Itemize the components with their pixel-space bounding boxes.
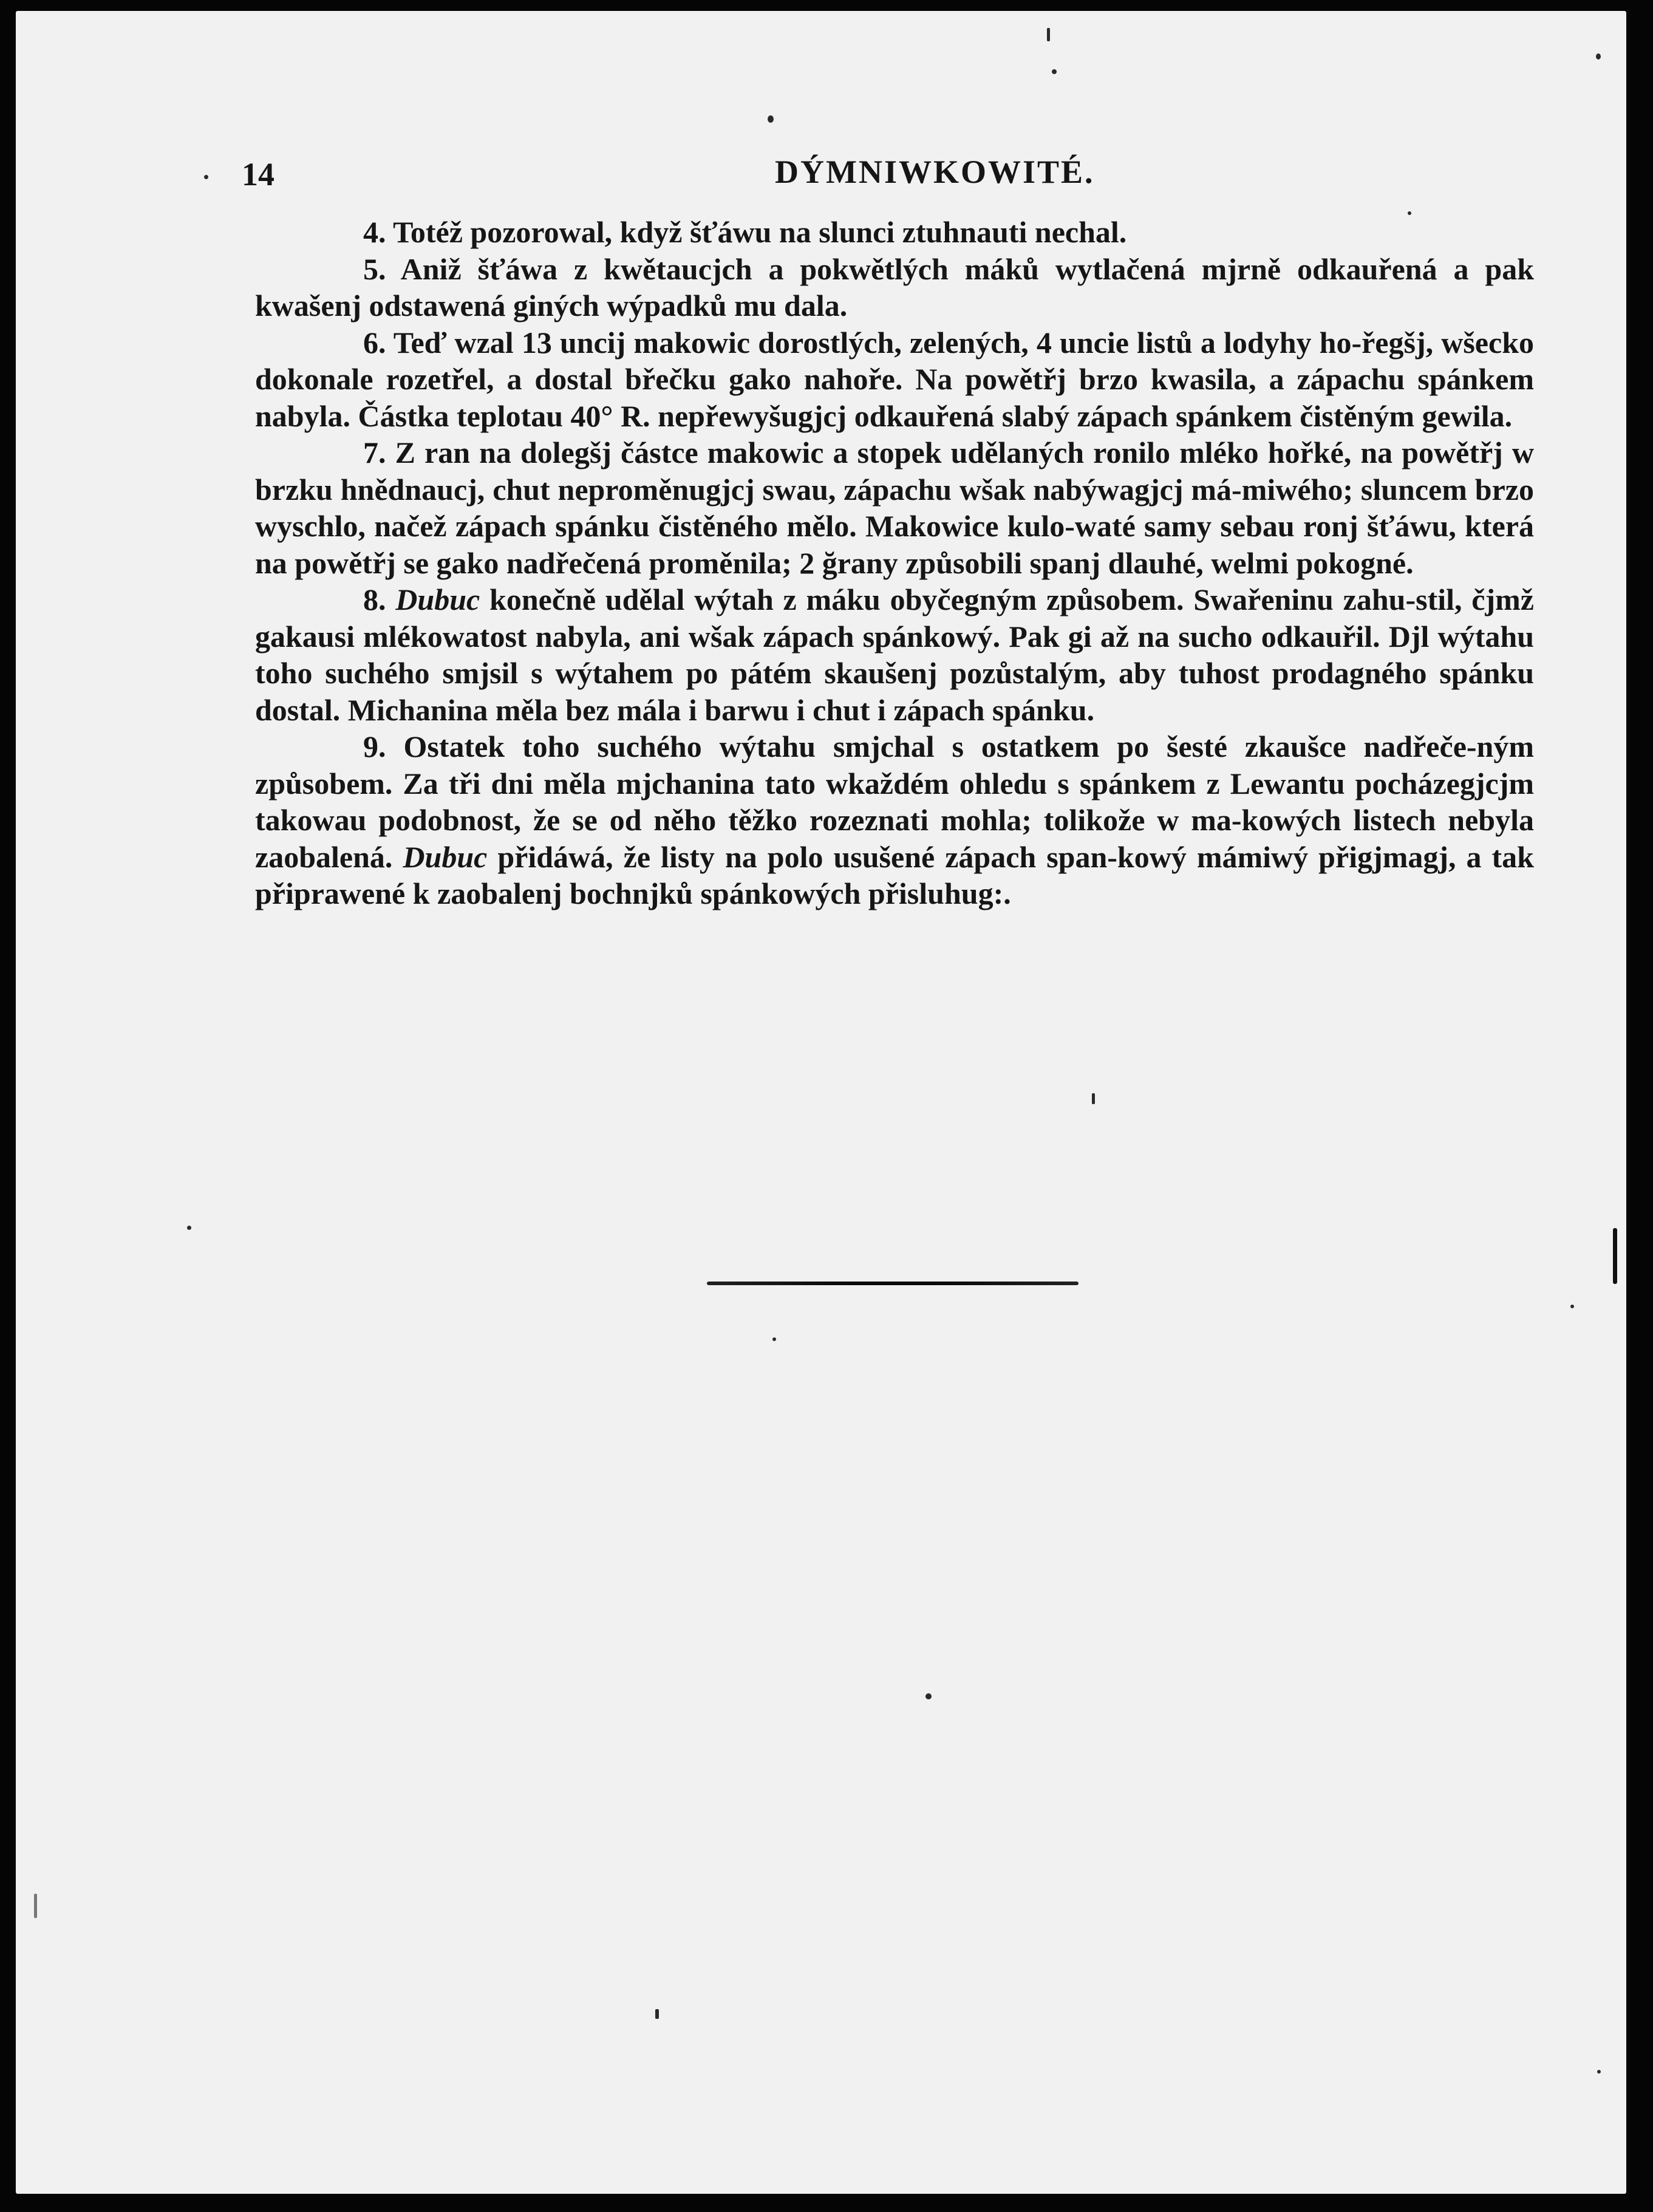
- ink-speck: [1570, 1305, 1574, 1308]
- body-text: [255, 214, 1534, 912]
- ink-speck: [1408, 211, 1411, 215]
- ink-speck: [1613, 1228, 1617, 1284]
- paragraph-text: 5. Aniž šťáwa z kwětaucjch a pokwětlých máků wytlačená mjrně odkauřená a pak kwašenj odstawená giných wýpadků mu dala.: [255, 251, 1534, 323]
- ink-speck: [1597, 2070, 1601, 2074]
- paragraph-text: konečně udělal wýtah z máku obyčegným způsobem. Swařeninu zahu-stil, čjmž gakausi mlékowatost nabyla, ani wšak zápach spánkowý. Pak gi až na sucho odkauřil. Djl wýtahu toho suchého smjsil s wýtahem po pátém skaušenj pozůstalým, aby tuhost prodagného spánku dostal. Michanina měla bez mála i barwu i chut i zápach spánku.: [255, 582, 1534, 727]
- paragraph-5: [255, 251, 1534, 324]
- paragraph-text: 4. Totéž pozorowal, když šťáwu na slunci ztuhnauti nechal.: [363, 215, 1127, 249]
- book-page: [16, 11, 1626, 2194]
- page-number: 14: [242, 156, 274, 193]
- author-name: Dubuc: [395, 582, 480, 616]
- paragraph-text: 9. Ostatek toho suchého wýtahu smjchal s ostatkem po šesté zkaušce nadřeče-ným způsobem. Za tři dni měla mjchanina tato wkaždém ohledu s spánkem z Lewantu pocházegjcjm takowau podobnost, že se od něho těžko rozeznati mohla; tolikože w ma-kowých listech nebyla zaobalená.: [255, 729, 1534, 874]
- ink-speck: [204, 175, 208, 179]
- author-name: Dubuc: [403, 839, 488, 874]
- paragraph-7: [255, 434, 1534, 581]
- ink-speck: [1092, 1093, 1095, 1104]
- ink-speck: [772, 1337, 776, 1341]
- ink-speck: [655, 2009, 659, 2019]
- page-header: [242, 146, 1556, 194]
- ink-speck: [34, 1894, 37, 1918]
- section-divider: [707, 1282, 1079, 1285]
- ink-speck: [1047, 28, 1050, 41]
- paragraph-8: [255, 581, 1534, 728]
- running-head: DÝMNIWKOWITÉ.: [775, 154, 1095, 190]
- paragraph-text: 8.: [363, 582, 396, 616]
- paragraph-6: [255, 324, 1534, 435]
- ink-speck: [925, 1693, 932, 1699]
- ink-speck: [187, 1226, 191, 1230]
- paragraph-text: přidáwá, že listy na polo usušené zápach span-kowý mámiwý přigjmagj, a tak připrawené k zaobalenj bochnjků spánkowých přisluhug:.: [255, 839, 1534, 910]
- ink-speck: [768, 115, 774, 123]
- paragraph-text: 7. Z ran na dolegšj částce makowic a stopek udělaných ronilo mléko hořké, na powětřj w brzku hnědnaucj, chut neproměnugjcj swau, zápachu wšak nabýwagjcj má-miwého; sluncem brzo wyschlo, načež zápach spánku čistěného mělo. Makowice kulo-waté samy sebau ronj šťáwu, která na powětřj se gako nadřečená proměnila; 2 ğrany způsobili spanj dlauhé, welmi pokogné.: [255, 435, 1534, 580]
- paragraph-4: [255, 214, 1534, 251]
- paragraph-9: [255, 728, 1534, 912]
- ink-speck: [1596, 53, 1601, 60]
- paragraph-text: 6. Teď wzal 13 uncij makowic dorostlých, zelených, 4 uncie listů a lodyhy ho-řegšj, wšecko dokonale rozetřel, a dostal břečku gako nahoře. Na powětřj brzo kwasila, a zápachu spánkem nabyla. Částka teplotau 40° R. nepřewyšugjcj odkauřená slabý zápach spánkem čistěným gewila.: [255, 325, 1534, 433]
- ink-speck: [1052, 69, 1057, 74]
